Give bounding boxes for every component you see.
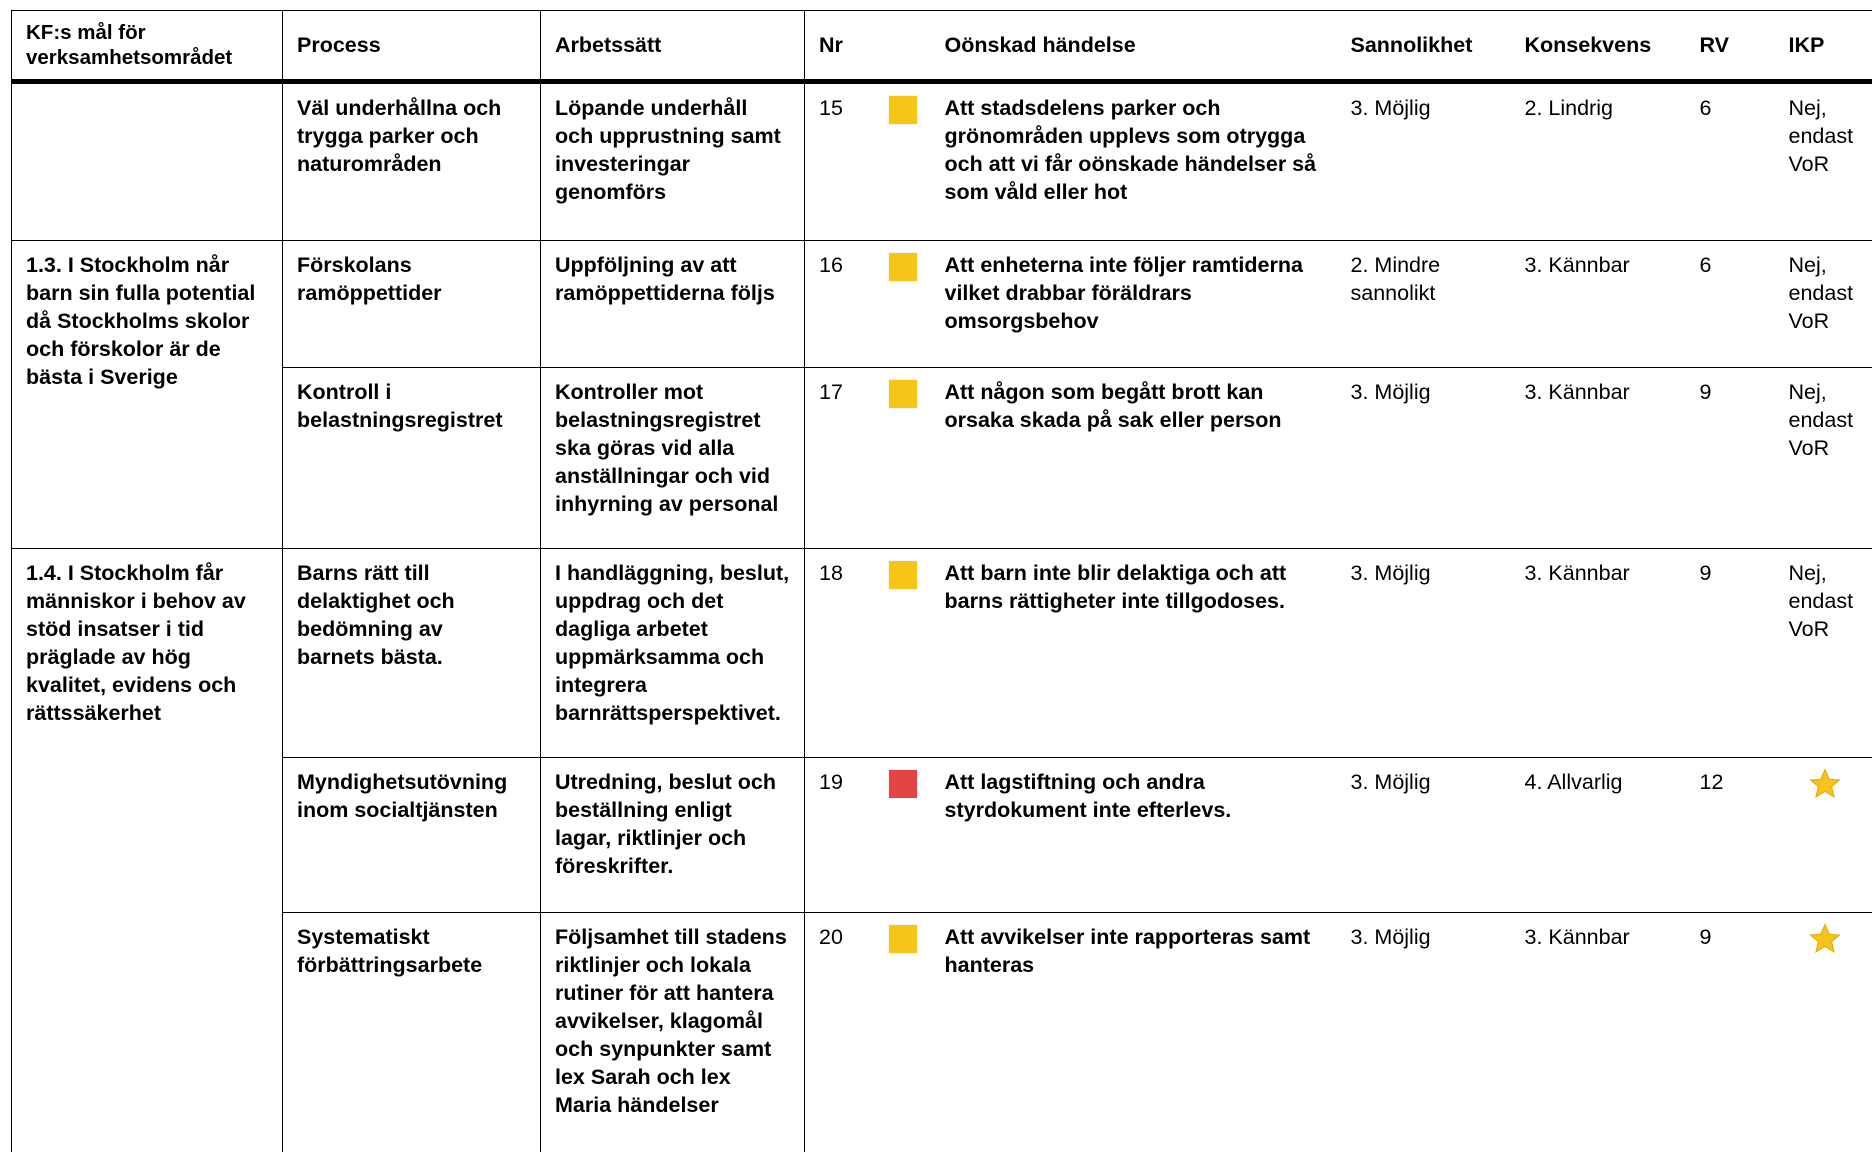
table-row (12, 241, 1872, 368)
table-row (12, 758, 1872, 913)
goal-cell (12, 82, 283, 241)
ikp-cell: Nej, endast VoR (1775, 549, 1872, 758)
risk-color-cell (875, 241, 931, 368)
nr-cell: 20 (805, 913, 875, 1152)
probability-cell: 3. Möjlig (1337, 913, 1511, 1152)
risk-level-marker (889, 561, 917, 589)
consequence-cell: 4. Allvarlig (1511, 758, 1686, 913)
col-header-probability: Sannolikhet (1337, 11, 1511, 82)
rv-cell: 6 (1699, 96, 1712, 120)
method-cell: Utredning, beslut och beställning enligt lagar, riktlinjer och föreskrifter. (541, 758, 805, 913)
method-cell: Löpande underhåll och upprustning samt investeringar genomförs (541, 82, 805, 241)
col-header-process: Process (283, 11, 541, 82)
risk-color-cell (875, 549, 931, 758)
risk-level-marker (889, 96, 917, 124)
nr-cell: 18 (805, 549, 875, 758)
goal-cell: 1.3. I Stockholm når barn sin fulla potential då Stockholms skolor och förskolor är de bästa i Sverige (12, 241, 283, 549)
col-header-goal: KF:s mål för verksamhetsområdet (12, 11, 283, 82)
star-icon (1809, 923, 1841, 962)
rv-cell: 9 (1686, 368, 1775, 549)
rv-cell: 9 (1686, 549, 1775, 758)
process-cell: Väl underhållna och trygga parker och naturområden (283, 82, 541, 241)
event-cell: Att någon som begått brott kan orsaka skada på sak eller person (931, 368, 1337, 549)
ikp-cell (1775, 913, 1872, 1152)
risk-color-cell (875, 758, 931, 913)
risk-level-marker (889, 770, 917, 798)
consequence-cell: 3. Kännbar (1511, 549, 1686, 758)
event-cell: Att lagstiftning och andra styrdokument inte efterlevs. (931, 758, 1337, 913)
probability-cell: 3. Möjlig (1337, 549, 1511, 758)
process-cell: Förskolans ramöppettider (283, 241, 541, 368)
event-cell: Att enheterna inte följer ramtiderna vilket drabbar föräldrars omsorgsbehov (931, 241, 1337, 368)
event-cell: Att barn inte blir delaktiga och att barns rättigheter inte tillgodoses. (931, 549, 1337, 758)
ikp-cell: Nej, endast VoR (1775, 241, 1872, 368)
col-header-event: Oönskad händelse (931, 11, 1337, 82)
process-cell: Kontroll i belastningsregistret (283, 368, 541, 549)
method-cell: Uppföljning av att ramöppettiderna följs (541, 241, 805, 368)
rv-cell: 9 (1686, 913, 1775, 1152)
star-icon (1809, 768, 1841, 807)
process-cell: Barns rätt till delaktighet och bedömning av barnets bästa. (283, 549, 541, 758)
col-header-ikp: IKP (1775, 11, 1872, 82)
risk-color-cell (875, 368, 931, 549)
col-header-rv: RV (1686, 11, 1775, 82)
table-row (12, 913, 1872, 1152)
col-header-nr: Nr (805, 11, 875, 82)
consequence-cell: 3. Kännbar (1511, 913, 1686, 1152)
risk-table (11, 10, 1872, 1152)
ikp-cell: Nej, endast VoR (1788, 96, 1854, 176)
col-header-method: Arbetssätt (541, 11, 805, 82)
probability-cell: 3. Möjlig (1337, 758, 1511, 913)
risk-color-cell (875, 913, 931, 1152)
risk-level-marker (889, 380, 917, 408)
ikp-cell (1775, 758, 1872, 913)
risk-level-marker (889, 925, 917, 953)
nr-cell: 15 (805, 82, 875, 241)
process-cell: Myndighetsutövning inom socialtjänsten (283, 758, 541, 913)
rv-cell: 12 (1686, 758, 1775, 913)
probability-cell: 2. Mindre sannolikt (1337, 241, 1511, 368)
table-row (12, 82, 1872, 241)
col-header-consequence: Konsekvens (1511, 11, 1686, 82)
col-header-color (875, 11, 931, 82)
method-cell: Kontroller mot belastningsregistret ska göras vid alla anställningar och vid inhyrning av personal (541, 368, 805, 549)
table-row (12, 368, 1872, 549)
ikp-cell: Nej, endast VoR (1775, 368, 1872, 549)
consequence-cell: 2. Lindrig (1524, 96, 1613, 120)
nr-cell: 19 (805, 758, 875, 913)
consequence-cell: 3. Kännbar (1511, 241, 1686, 368)
risk-level-marker (889, 253, 917, 281)
consequence-cell: 3. Kännbar (1511, 368, 1686, 549)
risk-color-cell (875, 82, 931, 241)
method-cell: Följsamhet till stadens riktlinjer och lokala rutiner för att hantera avvikelser, klagomål och synpunkter samt lex Sarah och lex Maria händelser (541, 913, 805, 1152)
rv-cell: 6 (1686, 241, 1775, 368)
probability-cell: 3. Möjlig (1350, 96, 1431, 120)
process-cell: Systematiskt förbättringsarbete (283, 913, 541, 1152)
method-cell: I handläggning, beslut, uppdrag och det dagliga arbetet uppmärksamma och integrera barnrättsperspektivet. (541, 549, 805, 758)
nr-cell: 16 (805, 241, 875, 368)
event-cell: Att stadsdelens parker och grönområden upplevs som otrygga och att vi får oönskade händelser så som våld eller hot (944, 96, 1317, 204)
table-row (12, 549, 1872, 758)
goal-cell: 1.4. I Stockholm får människor i behov av stöd insatser i tid präglade av hög kvalitet, evidens och rättssäkerhet (12, 549, 283, 1152)
nr-cell: 17 (805, 368, 875, 549)
event-cell: Att avvikelser inte rapporteras samt hanteras (931, 913, 1337, 1152)
probability-cell: 3. Möjlig (1337, 368, 1511, 549)
header-row (12, 11, 1872, 82)
